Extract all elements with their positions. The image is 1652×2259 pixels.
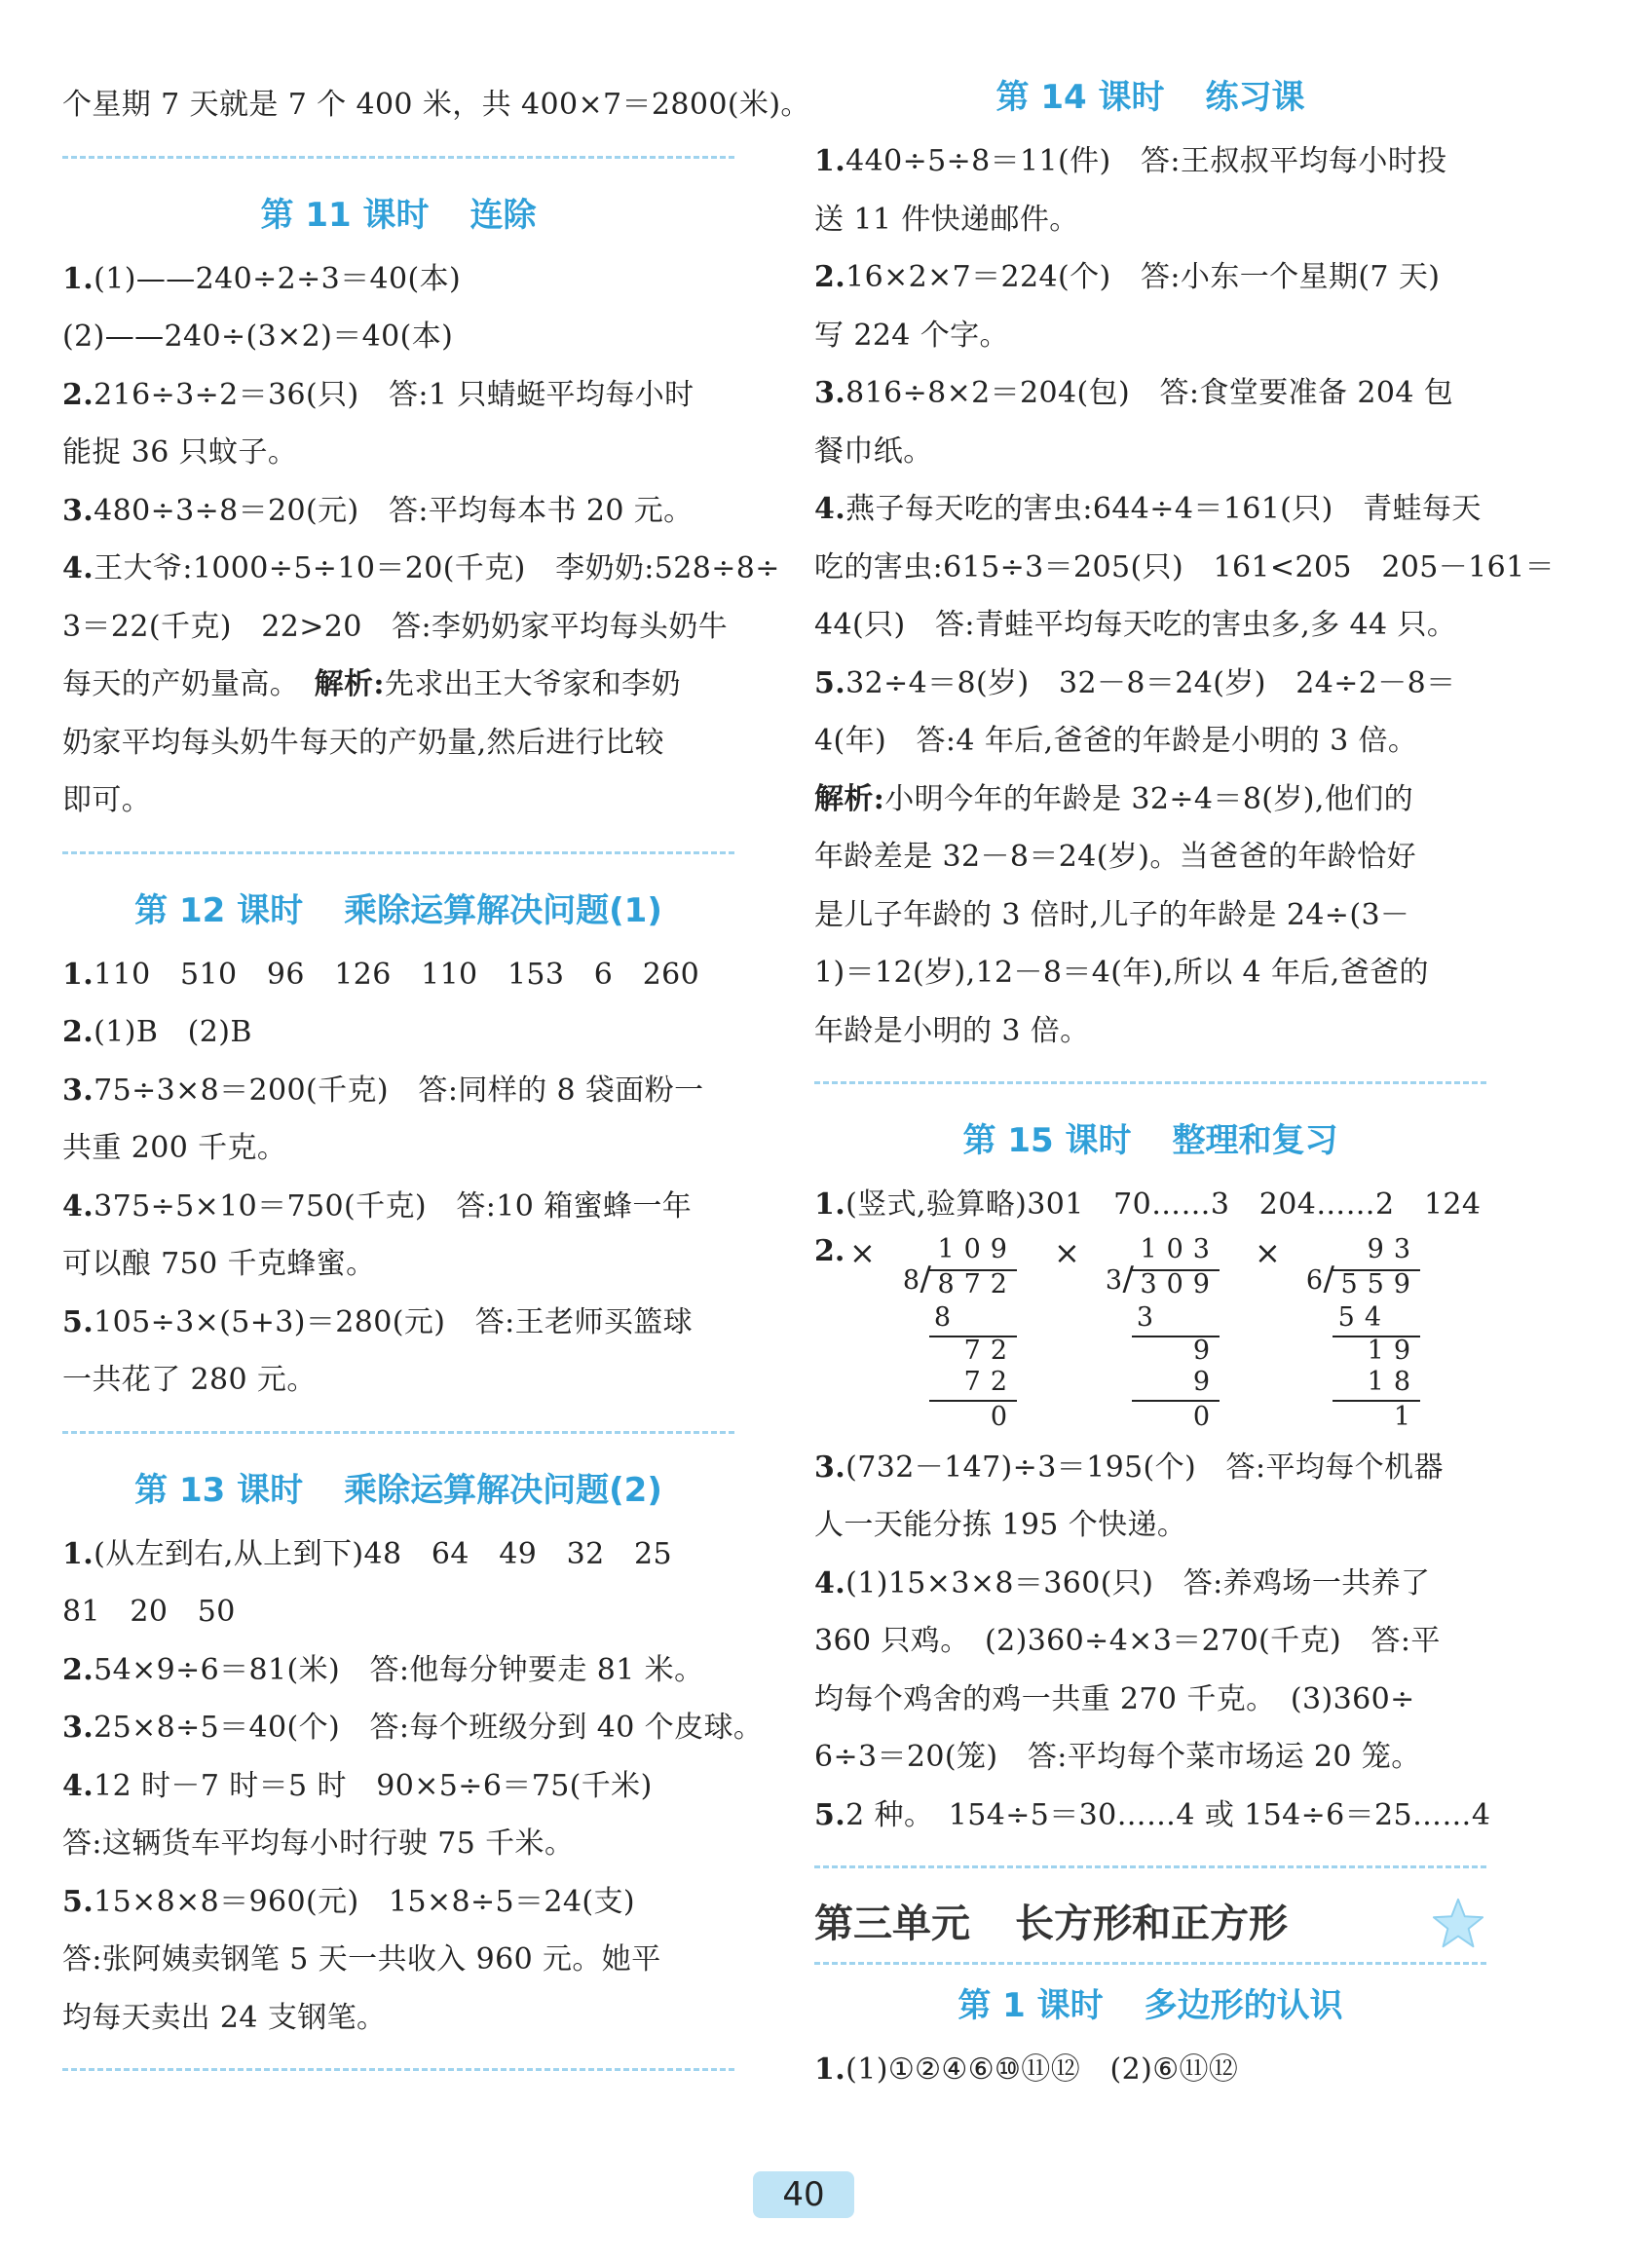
answer-line: 写 224 个字。	[814, 318, 1009, 353]
separator	[814, 1962, 1486, 1965]
answer-line: 奶家平均每头奶牛每天的产奶量,然后进行比较	[62, 725, 664, 760]
separator	[62, 851, 734, 854]
answer-line: (2)——240÷(3×2)＝40(本)	[62, 320, 454, 354]
answer-line: 3.75÷3×8＝200(千克) 答:同样的 8 袋面粉一	[62, 1073, 704, 1108]
section-11-body	[62, 250, 780, 830]
answer-line: 3.816÷8×2＝204(包) 答:食堂要准备 204 包	[814, 376, 1454, 410]
answer-line: 可以酿 750 千克蜂蜜。	[62, 1247, 376, 1281]
analysis-line: 年龄差是 32－8＝24(岁)。当爸爸的年龄恰好	[814, 840, 1416, 874]
divisor: 8	[902, 1264, 920, 1296]
section-title-12: 第 12 课时 乘除运算解决问题(1)	[134, 890, 662, 930]
intro-line: 个星期 7 天就是 7 个 400 米，共 400×7＝2800(米)。	[62, 88, 810, 122]
answer-line: 5.2 种。 154÷5＝30……4 或 154÷6＝25……4	[814, 1797, 1491, 1832]
section-title-unit3-1: 第 1 课时 多边形的认识	[957, 1986, 1343, 2025]
remainder: 0	[990, 1401, 1017, 1432]
answer-line: 均每个鸡舍的鸡一共重 270 千克。 (3)360÷	[814, 1681, 1415, 1716]
dividend: 559	[1340, 1268, 1420, 1299]
subtrahend: 72	[963, 1366, 1017, 1397]
answer-line: 5.105÷3×(5+3)＝280(元) 答:王老师买篮球	[62, 1304, 694, 1339]
answer-line: 能捉 36 只蚊子。	[62, 435, 298, 470]
answer-line: 2.(1)B (2)B	[62, 1015, 252, 1049]
section-15-body	[814, 1176, 1491, 1844]
right-column	[814, 62, 1556, 2099]
answer-line: 1.(从左到右,从上到下)48 64 49 32 25	[62, 1536, 672, 1571]
answer-line: 5.32÷4＝8(岁) 32－8＝24(岁) 24÷2－8＝	[814, 665, 1456, 700]
answer-line: 人一天能分拣 195 个快递。	[814, 1508, 1187, 1542]
dividend: 872	[937, 1268, 1017, 1299]
answer-line: 5.15×8×8＝960(元) 15×8÷5＝24(支)	[62, 1884, 636, 1919]
separator	[62, 1431, 734, 1434]
section-title-11: 第 11 课时 连除	[260, 195, 537, 235]
answer-line: 2.216÷3÷2＝36(只) 答:1 只蜻蜓平均每小时	[62, 377, 695, 412]
answer-line: 2.54×9÷6＝81(米) 答:他每分钟要走 81 米。	[62, 1652, 704, 1687]
separator	[814, 1865, 1486, 1868]
answer-line: 4(年) 答:4 年后,爸爸的年龄是小明的 3 倍。	[814, 724, 1418, 758]
analysis-line: 解析:小明今年的年龄是 32÷4＝8(岁),他们的	[814, 781, 1414, 816]
long-division-row	[814, 1234, 1486, 1439]
section-13-body	[62, 1525, 764, 2048]
answer-line: 1.(1)——240÷2÷3＝40(本)	[62, 261, 462, 296]
quotient: 103	[1140, 1233, 1220, 1264]
wrong-mark-icon: ×	[849, 1233, 876, 1271]
answer-line: 44(只) 答:青蛙平均每天吃的害虫多,多 44 只。	[814, 608, 1457, 642]
answer-line: 吃的害虫:615÷3＝205(只) 161<205 205－161＝	[814, 549, 1556, 584]
answer-line: 4.12 时－7 时＝5 时 90×5÷6＝75(千米)	[62, 1768, 653, 1803]
remainder-step: 19	[1367, 1335, 1420, 1366]
answer-line: 4.王大爷:1000÷5÷10＝20(千克) 李奶奶:528÷8÷	[62, 551, 780, 585]
answer-line: 1.(竖式,验算略)301 70……3 204……2 124	[814, 1187, 1482, 1222]
answer-line: 4.(1)15×3×8＝360(只) 答:养鸡场一共养了	[814, 1565, 1431, 1600]
answer-line: 1.(1)①②④⑥⑩⑪⑫ (2)⑥⑪⑫	[814, 2052, 1239, 2087]
answer-line: 1.440÷5÷8＝11(件) 答:王叔叔平均每小时投	[814, 144, 1447, 178]
answer-line: 共重 200 千克。	[62, 1131, 287, 1165]
long-division: 109 / 8 872 8 72 72 0	[902, 1233, 1017, 1432]
long-division: 103 / 3 309 3 9 9 0	[1105, 1233, 1220, 1432]
wrong-mark-icon: ×	[1255, 1233, 1281, 1271]
wrong-mark-icon: ×	[1054, 1233, 1080, 1271]
dividend: 309	[1140, 1268, 1220, 1299]
answer-line: 送 11 件快递邮件。	[814, 202, 1079, 237]
subtrahend: 54	[1337, 1301, 1391, 1333]
answer-line: 360 只鸡。 (2)360÷4×3＝270(千克) 答:平	[814, 1624, 1441, 1658]
divisor: 3	[1105, 1264, 1122, 1296]
section-14-body	[814, 132, 1556, 1060]
section-title-14: 第 14 课时 练习课	[995, 78, 1305, 117]
item-number: 2.	[814, 1233, 845, 1268]
remainder-step: 9	[1192, 1335, 1220, 1366]
subtrahend: 8	[933, 1301, 960, 1333]
section-title-15: 第 15 课时 整理和复习	[962, 1121, 1338, 1160]
answer-line: 3.(732－147)÷3＝195(个) 答:平均每个机器	[814, 1450, 1444, 1485]
separator	[62, 2068, 734, 2071]
answer-line: 餐巾纸。	[814, 433, 933, 469]
answer-line: 6÷3＝20(笼) 答:平均每个菜市场运 20 笼。	[814, 1740, 1421, 1774]
answer-line: 均每天卖出 24 支钢笔。	[62, 2000, 387, 2035]
remainder-step: 72	[963, 1335, 1017, 1366]
analysis-line: 是儿子年龄的 3 倍时,儿子的年龄是 24÷(3－	[814, 897, 1410, 932]
answer-line: 2.16×2×7＝224(个) 答:小东一个星期(7 天)	[814, 260, 1441, 294]
remainder: 0	[1192, 1401, 1220, 1432]
page-number: 40	[753, 2171, 854, 2218]
section-title-13: 第 13 课时 乘除运算解决问题(2)	[134, 1470, 662, 1510]
answer-line: 3＝22(千克) 22>20 答:李奶奶家平均每头奶牛	[62, 609, 729, 644]
answer-line: 4.燕子每天吃的害虫:644÷4＝161(只) 青蛙每天	[814, 492, 1482, 526]
section-12-body	[62, 946, 734, 1410]
answer-line: 81 20 50	[62, 1595, 236, 1629]
analysis-line: 年龄是小明的 3 倍。	[814, 1013, 1090, 1048]
long-division: 93 / 6 559 54 19 18 1	[1305, 1233, 1420, 1432]
separator	[62, 156, 734, 159]
quotient: 109	[937, 1233, 1017, 1264]
quotient: 93	[1367, 1233, 1420, 1264]
separator	[814, 1081, 1486, 1084]
answer-line: 每天的产奶量高。 解析:先求出王大爷家和李奶	[62, 667, 681, 701]
subtrahend: 9	[1192, 1366, 1220, 1397]
star-icon	[1430, 1896, 1486, 1952]
answer-line: 答:张阿姨卖钢笔 5 天一共收入 960 元。她平	[62, 1942, 661, 1977]
answer-line: 3.25×8÷5＝40(个) 答:每个班级分到 40 个皮球。	[62, 1711, 764, 1745]
answer-line: 答:这辆货车平均每小时行驶 75 千米。	[62, 1826, 575, 1861]
answer-line: 一共花了 280 元。	[62, 1363, 317, 1397]
remainder: 1	[1393, 1401, 1420, 1432]
answer-line: 3.480÷3÷8＝20(元) 答:平均每本书 20 元。	[62, 493, 694, 528]
analysis-line: 1)＝12(岁),12－8＝4(年),所以 4 年后,爸爸的	[814, 956, 1429, 990]
divisor: 6	[1305, 1264, 1323, 1296]
subtrahend: 3	[1136, 1301, 1163, 1333]
answer-line: 4.375÷5×10＝750(千克) 答:10 箱蜜蜂一年	[62, 1188, 693, 1224]
answer-line: 即可。	[62, 783, 152, 817]
left-column	[62, 76, 810, 2092]
answer-line: 1.110 510 96 126 110 153 6 260	[62, 957, 700, 992]
unit-title: 第三单元 长方形和正方形	[814, 1890, 1486, 1958]
subtrahend: 18	[1367, 1366, 1420, 1397]
